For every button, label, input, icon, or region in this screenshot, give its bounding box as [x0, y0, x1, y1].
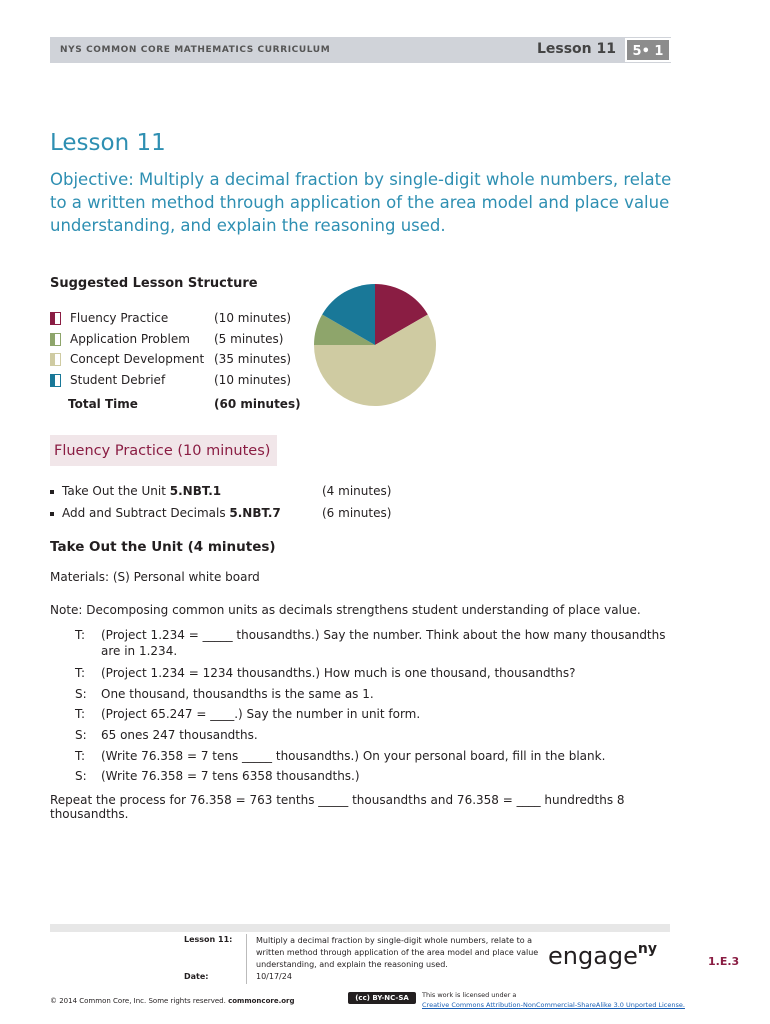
- checkbox-icon: [50, 312, 61, 325]
- structure-minutes: (35 minutes): [214, 352, 292, 366]
- fluency-item-standard: 5.NBT.1: [169, 484, 222, 498]
- page-title: Lesson 11: [50, 130, 166, 156]
- materials: Materials: (S) Personal white board: [50, 570, 260, 584]
- dialogue-text: One thousand, thousandths is the same as 1.: [101, 687, 374, 701]
- repeat-instruction: Repeat the process for 76.358 = 763 tenths _____ thousandths and 76.358 = ____ hundredths 8 thousandths.: [50, 793, 625, 821]
- dialogue-text: 65 ones 247 thousandths.: [101, 728, 258, 742]
- structure-minutes: (10 minutes): [214, 373, 292, 387]
- structure-label: Concept Development: [70, 352, 205, 366]
- copyright: © 2014 Common Core, Inc. Some rights reserved. commoncore.org: [50, 997, 295, 1005]
- module-badge: 5• 1: [625, 38, 671, 62]
- objective: Objective: Multiply a decimal fraction by single-digit whole numbers, relate to a written method through application of the area model and place value understanding, and explain the reasoning used.: [50, 170, 672, 235]
- fluency-item-standard: 5.NBT.7: [229, 506, 281, 520]
- dialogue-text: (Project 65.247 = ____.) Say the number in unit form.: [101, 707, 421, 721]
- cc-license-icon: (cc) BY-NC-SA: [348, 992, 416, 1004]
- lesson-pie-chart: [313, 283, 437, 407]
- footer-vertical-divider: [246, 934, 247, 984]
- structure-label: Application Problem: [70, 332, 190, 346]
- structure-label: Student Debrief: [70, 373, 166, 387]
- structure-row: [50, 311, 300, 331]
- footer-divider: [50, 924, 670, 932]
- bullet-icon: [50, 490, 54, 494]
- dialogue-speaker: T:: [75, 749, 86, 763]
- dialogue-text: (Write 76.358 = 7 tens _____ thousandths.) On your personal board, fill in the blank.: [101, 749, 606, 763]
- fluency-item-minutes: (6 minutes): [322, 506, 392, 520]
- license-text: [422, 990, 685, 1010]
- engageny-logo: engage$^{ny}$: [548, 941, 658, 970]
- total-label: Total Time: [68, 397, 138, 411]
- dialogue-speaker: S:: [75, 769, 87, 783]
- fluency-item-label: Add and Subtract Decimals: [62, 506, 230, 520]
- fluency-item: [50, 484, 450, 498]
- dialogue-text: (Project 1.234 = _____ thousandths.) Say the number. Think about the how many thousandths are in 1.234.: [101, 628, 666, 658]
- footer-description: Multiply a decimal fraction by single-digit whole numbers, relate to a written method through application of the area model and place value understanding, and explain the reasoning used.: [256, 936, 539, 969]
- structure-row: [50, 352, 300, 372]
- dialogue-speaker: S:: [75, 728, 87, 742]
- footer-date: 10/17/24: [256, 972, 292, 981]
- header-bar: [50, 37, 671, 63]
- checkbox-icon: [50, 333, 61, 346]
- total-minutes: (60 minutes): [214, 397, 301, 411]
- fluency-item: [50, 506, 450, 520]
- structure-row: [50, 332, 300, 352]
- dialogue-speaker: T:: [75, 666, 86, 680]
- fluency-item-minutes: (4 minutes): [322, 484, 392, 498]
- structure-title: Suggested Lesson Structure: [50, 276, 258, 291]
- license-link[interactable]: Creative Commons Attribution-NonCommercial-ShareAlike 3.0 Unported License.: [422, 1001, 685, 1009]
- checkbox-icon: [50, 353, 61, 366]
- structure-label: Fluency Practice: [70, 311, 169, 325]
- dialogue-text: (Project 1.234 = 1234 thousandths.) How much is one thousand, thousandths?: [101, 666, 576, 680]
- license-line: This work is licensed under a: [422, 991, 517, 999]
- dialogue-speaker: T:: [75, 628, 86, 642]
- dialogue-text: (Write 76.358 = 7 tens 6358 thousandths.): [101, 769, 360, 783]
- activity-title: Take Out the Unit (4 minutes): [50, 539, 276, 555]
- header-lesson: Lesson 11: [536, 41, 616, 57]
- structure-minutes: (10 minutes): [214, 311, 292, 325]
- fluency-item-label: Take Out the Unit: [62, 484, 170, 498]
- curriculum-title: NYS COMMON CORE MATHEMATICS CURRICULUM: [60, 45, 331, 55]
- fluency-heading: Fluency Practice (10 minutes): [50, 435, 277, 466]
- footer-lesson-label: Lesson 11:: [184, 935, 233, 944]
- checkbox-icon: [50, 374, 61, 387]
- note: Note: Decomposing common units as decimals strengthens student understanding of place value.: [50, 603, 641, 617]
- dialogue-speaker: S:: [75, 687, 87, 701]
- dialogue-speaker: T:: [75, 707, 86, 721]
- structure-row: [50, 373, 300, 393]
- bullet-icon: [50, 512, 54, 516]
- page-number: 1.E.3: [708, 955, 740, 968]
- dialogue-line: [50, 627, 680, 661]
- footer-date-label: Date:: [184, 972, 209, 981]
- structure-minutes: (5 minutes): [214, 332, 284, 346]
